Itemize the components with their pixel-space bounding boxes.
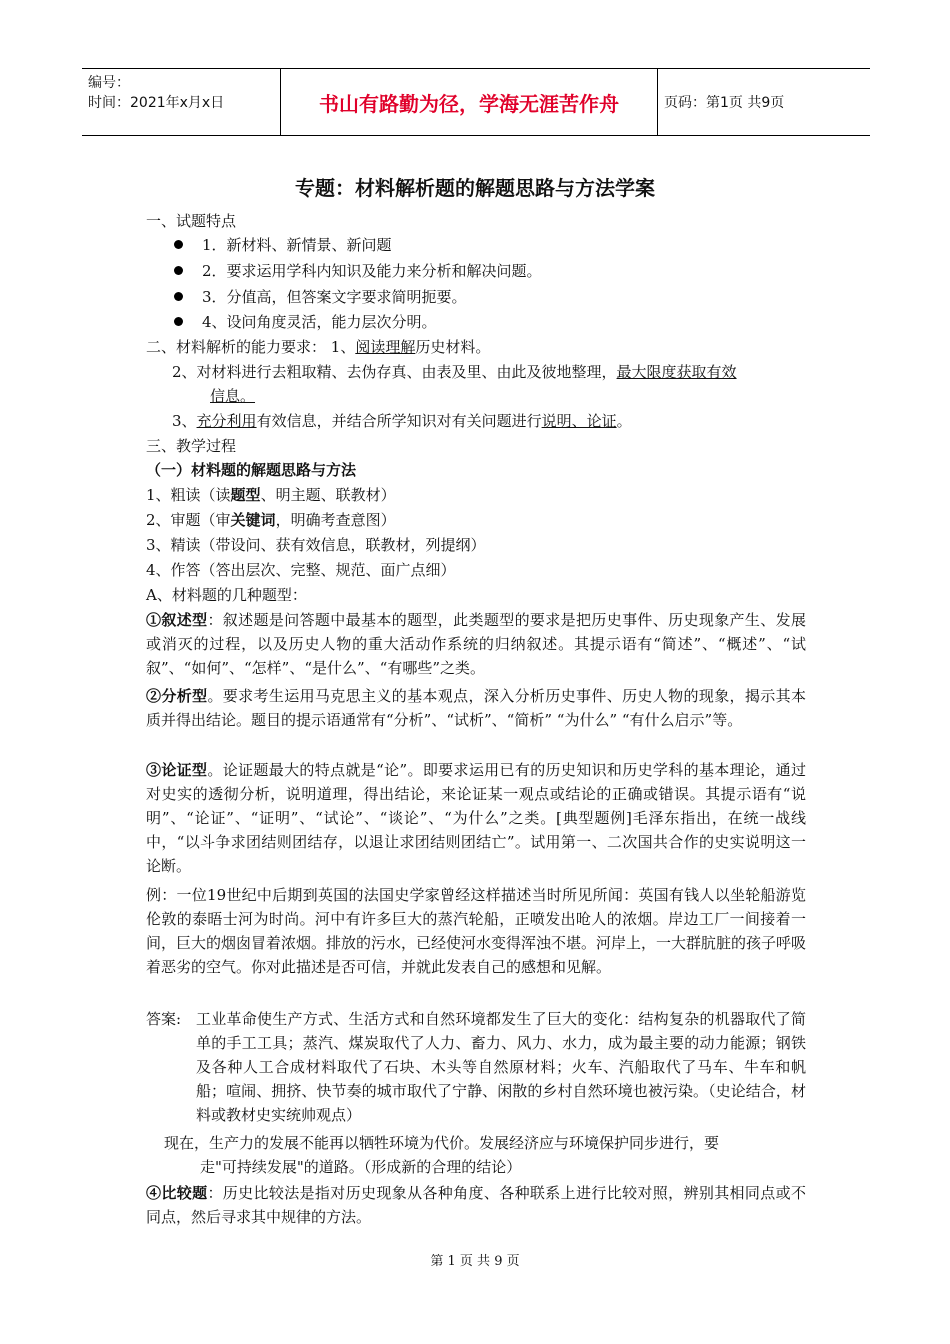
type-text: 。要求考生运用马克思主义的基本观点，深入分析历史事件、历史人物的现象，揭示其本质并得出结论。题目的提示语通常有“分析”、“试析”、“简析” “为什么” “有什么启示”等。: [146, 687, 806, 729]
section-heading: 一、试题特点: [146, 212, 237, 230]
section-heading: 三、教学过程: [146, 437, 237, 455]
header-meta: [88, 73, 278, 113]
text: 有效信息，并结合所学知识对有关问题进行: [256, 412, 542, 430]
answer-now-2: 走"可持续发展"的道路。（形成新的合理的结论）: [200, 1158, 522, 1176]
type-narrative: [146, 608, 806, 680]
step-4: 4、作答（答出层次、完整、规范、面广点细）: [146, 561, 456, 579]
underlined-text: 阅读理解: [355, 338, 416, 356]
underlined-text: 说明、论证: [541, 412, 617, 430]
text: 历史材料。: [415, 338, 491, 356]
doc-title: 专题：材料解析题的解题思路与方法学案: [295, 176, 655, 200]
type-analysis: [146, 684, 806, 732]
type-label: ③论证型: [146, 761, 208, 779]
answer-now-1: 现在，生产力的发展不能再以牺牲环境为代价。发展经济应与环境保护同步进行，要: [164, 1134, 720, 1152]
answer-label: 答案:: [146, 1010, 182, 1028]
types-heading: A、材料题的几种题型：: [146, 586, 307, 604]
text: 。: [616, 412, 632, 430]
header-motto: 书山有路勤为径，学海无涯苦作舟: [319, 91, 619, 116]
example-paragraph: 例：一位19世纪中后期到英国的法国史学家曾经这样描述当时所见所闻：英国有钱人以坐轮船游览伦敦的泰晤士河为时尚。河中有许多巨大的蒸汽轮船，正喷发出呛人的浓烟。岸边工厂一间接着一间，巨大的烟囱冒着浓烟。排放的污水，已经使河水变得浑浊不堪。河岸上，一大群肮脏的孩子呼吸着恶劣的空气。你对此描述是否可信，并就此发表自己的感想和见解。: [146, 886, 807, 976]
text: 3、: [172, 412, 197, 430]
ability-line-2-cont: [210, 385, 255, 407]
type-argument: [146, 758, 806, 878]
text: 2、审题（审: [146, 511, 231, 529]
text: 、明主题、联教材）: [260, 486, 396, 504]
underlined-text: 充分利用: [196, 412, 257, 430]
header-divider: [657, 69, 658, 135]
text: 1、粗读（读: [146, 486, 231, 504]
text: 二、材料解析的能力要求： 1、: [146, 338, 356, 356]
type-text: 。论证题最大的特点就是“论”。即要求运用已有的历史知识和历史学科的基本理论，通过对史实的透彻分析，说明道理，得出结论，来论证某一观点或结论的正确或错误。其提示语有“说明”、“论证”、“证明”、“试论”、“谈论”、“为什么”之类。[典型题例]毛泽东指出，在统一战线中，“以斗争求团结则团结存，以退让求团结则团结亡”。试用第一、二次国共合作的史实说明这一论断。: [146, 761, 806, 875]
bold-text: 题型: [230, 486, 261, 504]
bullet-icon: [174, 240, 183, 249]
type-text: ：历史比较法是指对历史现象从各种角度、各种联系上进行比较对照，辨别其相同点或不同点，然后寻求其中规律的方法。: [146, 1184, 806, 1226]
ability-line-1: [146, 336, 490, 358]
type-label: ①叙述型: [146, 611, 208, 629]
list-item: 1．新材料、新情景、新问题: [202, 236, 392, 254]
number-label: 编号：: [88, 75, 130, 91]
text: ，明确考查意图）: [275, 511, 396, 529]
bold-text: 关键词: [230, 511, 276, 529]
list-item: 3．分值高，但答案文字要求简明扼要。: [202, 288, 467, 306]
underlined-text: 最大限度获取有效: [616, 363, 737, 381]
type-text: ：叙述题是问答题中最基本的题型，此类题型的要求是把历史事件、历史现象产生、发展或消灭的过程，以及历史人物的重大活动作系统的归纳叙述。其提示语有“简述”、“概述”、“试叙”、“如何”、“怎样”、“是什么”、“有哪些”之类。: [146, 611, 806, 677]
bullet-icon: [174, 266, 183, 275]
text: 2、对材料进行去粗取精、去伪存真、由表及里、由此及彼地整理，: [172, 363, 617, 381]
type-label: ②分析型: [146, 687, 208, 705]
step-1: [146, 484, 396, 506]
answer-text: 工业革命使生产方式、生活方式和自然环境都发生了巨大的变化：结构复杂的机器取代了简单的手工工具；蒸汽、煤炭取代了人力、畜力、风力、水力，成为最主要的动力能源；钢铁及各种人工合成材料取代了石块、木头等自然原材料；火车、汽船取代了马车、牛车和帆船；喧闹、拥挤、快节奏的城市取代了宁静、闲散的乡村自然环境也被污染。（史论结合，材料或教材史实统帅观点）: [196, 1010, 806, 1124]
list-item: 4、设问角度灵活，能力层次分明。: [202, 313, 437, 331]
step-3: 3、精读（带设问、获有效信息，联教材，列提纲）: [146, 536, 486, 554]
bullet-icon: [174, 292, 183, 301]
page-footer: 第 1 页 共 9 页: [430, 1254, 520, 1269]
ability-line-3: [172, 410, 632, 432]
list-item: 2．要求运用学科内知识及能力来分析和解决问题。: [202, 262, 542, 280]
underlined-text: 信息。: [210, 387, 256, 405]
step-2: [146, 509, 396, 531]
subsection-heading: （一）材料题的解题思路与方法: [146, 461, 357, 479]
ability-line-2: [172, 361, 737, 383]
time-label: 时间：2021年x月x日: [88, 95, 225, 111]
bullet-icon: [174, 317, 183, 326]
header-page-info: 页码：第1页 共9页: [664, 95, 785, 111]
type-comparison: [146, 1181, 806, 1229]
page-header: [82, 68, 870, 136]
type-label: ④比较题: [146, 1184, 208, 1202]
